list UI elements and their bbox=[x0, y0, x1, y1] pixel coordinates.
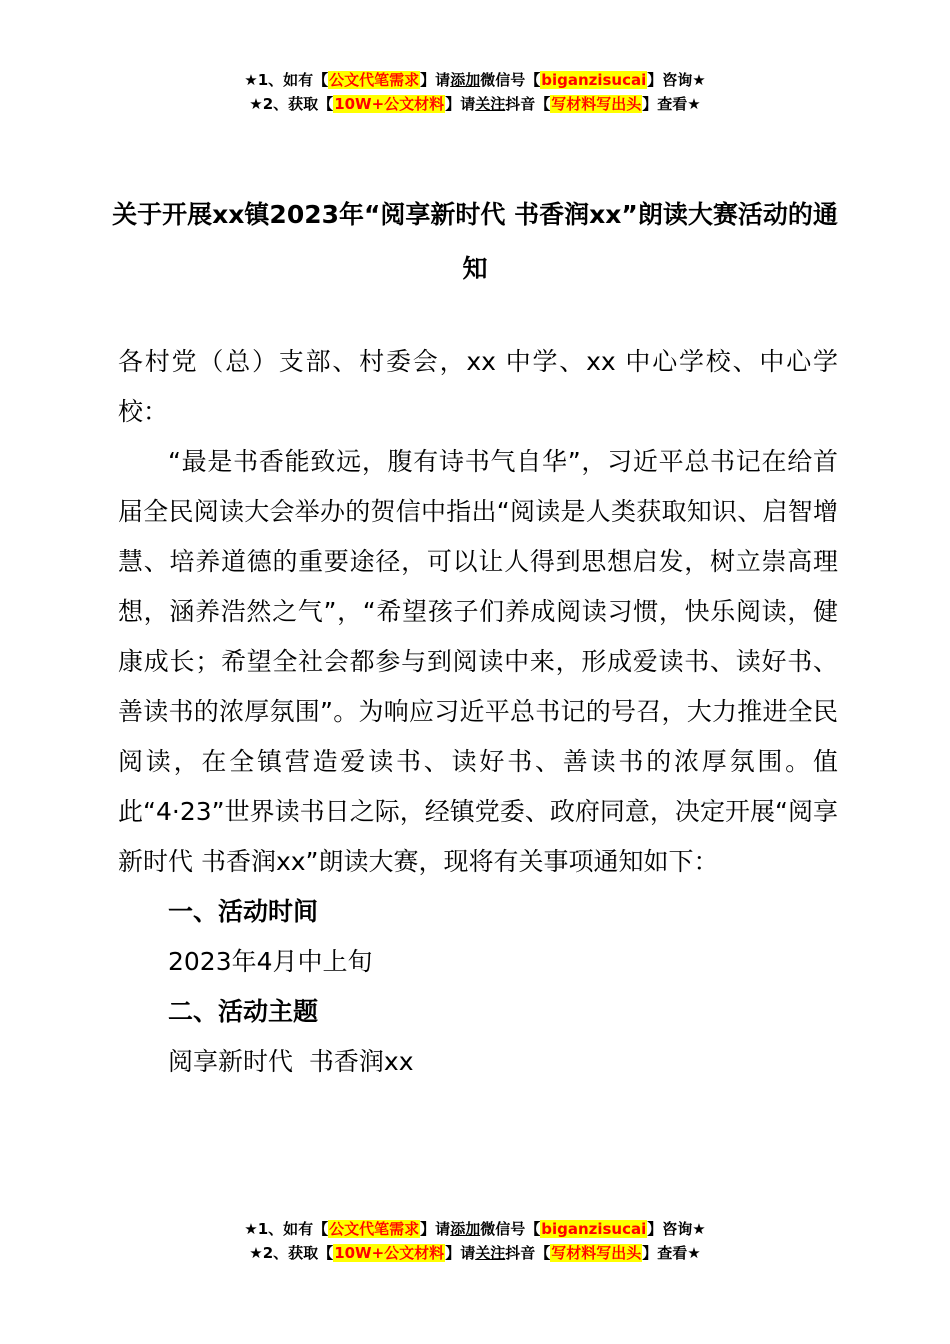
promo-line-2: ★2、获取【10W+公文材料】请关注抖音【写材料写出头】查看★ bbox=[249, 95, 701, 113]
section-text-time: 2023年4月中上旬 bbox=[168, 947, 373, 976]
promo-highlight: biganzisucai bbox=[541, 1220, 647, 1238]
promo-highlight: 写材料写出头 bbox=[551, 95, 642, 113]
promo-highlight: 公文代笔需求 bbox=[329, 71, 420, 89]
promo-highlight: 10W+公文材料 bbox=[334, 95, 445, 113]
document-body bbox=[118, 337, 838, 1087]
promo-banner-bottom bbox=[0, 1217, 950, 1265]
promo-highlight: biganzisucai bbox=[541, 71, 647, 89]
salutation: 各村党（总）支部、村委会，xx 中学、xx 中心学校、中心学校： bbox=[118, 347, 838, 426]
promo-line-2: ★2、获取【10W+公文材料】请关注抖音【写材料写出头】查看★ bbox=[249, 1244, 701, 1262]
promo-highlight: 10W+公文材料 bbox=[334, 1244, 445, 1262]
section-heading-time: 一、活动时间 bbox=[168, 897, 319, 926]
promo-highlight: 公文代笔需求 bbox=[329, 1220, 420, 1238]
section-heading-theme: 二、活动主题 bbox=[168, 997, 319, 1026]
section-text-theme: 阅享新时代 书香润xx bbox=[168, 1047, 414, 1076]
promo-line-1: ★1、如有【公文代笔需求】请添加微信号【biganzisucai】咨询★ bbox=[244, 71, 706, 89]
document-title: 关于开展xx镇2023年“阅享新时代 书香润xx”朗读大赛活动的通知 bbox=[112, 200, 838, 283]
promo-banner-top bbox=[0, 68, 950, 116]
intro-paragraph: “最是书香能致远，腹有诗书气自华”，习近平总书记在给首届全民阅读大会举办的贺信中指出“阅读是人类获取知识、启智增慧、培养道德的重要途径，可以让人得到思想启发，树立崇高理想，涵养浩然之气”，“希望孩子们养成阅读习惯，快乐阅读，健康成长；希望全社会都参与到阅读中来，形成爱读书、读好书、善读书的浓厚氛围”。为响应习近平总书记的号召，大力推进全民阅读，在全镇营造爱读书、读好书、善读书的浓厚氛围。值此“4·23”世界读书日之际，经镇党委、政府同意，决定开展“阅享新时代 书香润xx”朗读大赛，现将有关事项通知如下： bbox=[118, 447, 838, 876]
promo-highlight: 写材料写出头 bbox=[551, 1244, 642, 1262]
promo-line-1: ★1、如有【公文代笔需求】请添加微信号【biganzisucai】咨询★ bbox=[244, 1220, 706, 1238]
